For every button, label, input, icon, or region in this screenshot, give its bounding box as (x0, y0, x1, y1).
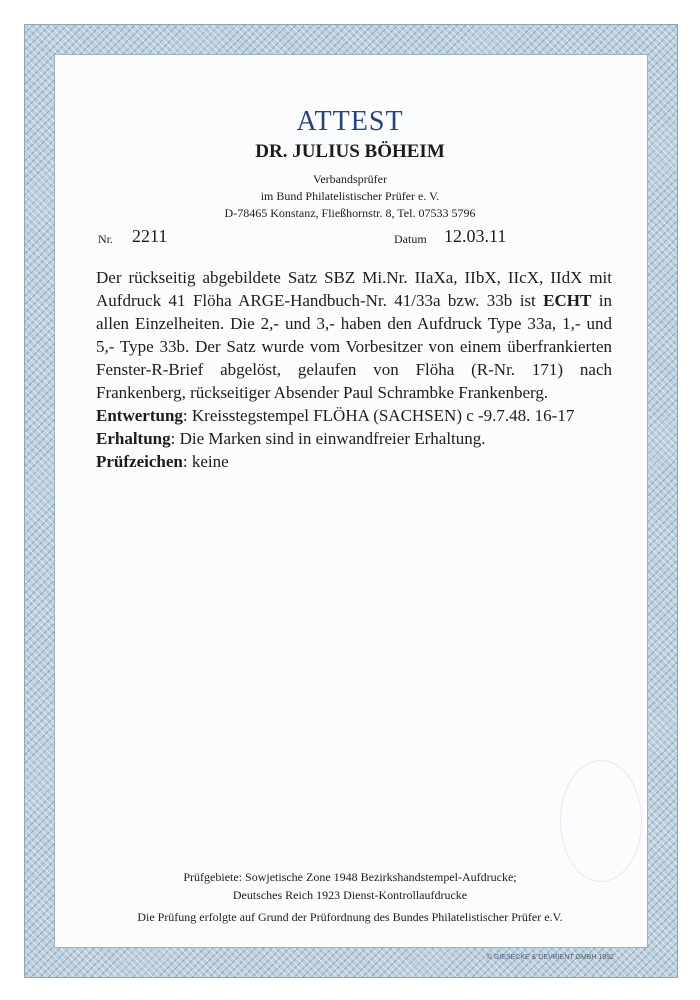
entwertung-line (96, 404, 612, 427)
faint-stamp-mark (560, 760, 642, 882)
entwertung-label: Entwertung (96, 406, 183, 425)
certificate-body (96, 266, 612, 473)
examiner-association: im Bund Philatelistischer Prüfer e. V. (260, 189, 440, 203)
examiner-address: D-78465 Konstanz, Fließhornstr. 8, Tel. 07533 5796 (224, 206, 476, 220)
description-part-b: in allen Einzelheiten. Die 2,- und 3,- haben den Aufdruck Type 33a, 1,- und 5,- Type 33b. Der Satz wurde vom Vorbesitzer von einem überfrankierten Fenster-R-Brief abgelöst, gelaufen von Flöha (R-Nr. 171) nach Frankenberg, rückseitiger Absender Paul Schrambke Frankenberg. (96, 291, 612, 402)
printer-imprint: © GIESECKE & DEVRIENT GMBH 1992 (486, 954, 614, 961)
erhaltung-label: Erhaltung (96, 429, 171, 448)
footer-scope-line-2: Deutsches Reich 1923 Dienst-Kontrollaufdrucke (232, 888, 468, 902)
echt-verdict: ECHT (543, 291, 592, 310)
nr-value: 2211 (132, 226, 168, 246)
examiner-name: DR. JULIUS BÖHEIM (255, 141, 445, 162)
nr-label: Nr. (98, 232, 113, 246)
attest-title: ATTEST (296, 106, 404, 137)
examiner-role: Verbandsprüfer (313, 172, 387, 186)
description-paragraph (96, 266, 612, 404)
entwertung-text: : Kreisstegstempel FLÖHA (SACHSEN) c -9.7.48. 16-17 (182, 406, 575, 425)
erhaltung-line (96, 427, 612, 450)
pruefzeichen-label: Prüfzeichen (96, 452, 183, 471)
footer-scope-line-1: Prüfgebiete: Sowjetische Zone 1948 Bezirkshandstempel-Aufdrucke; (183, 870, 517, 884)
pruefzeichen-text: : keine (182, 452, 229, 471)
description-part-a: Der rückseitig abgebildete Satz SBZ Mi.Nr. IIaXa, IIbX, IIcX, IIdX mit Aufdruck 41 Flöha ARGE-Handbuch-Nr. 41/33a bzw. 33b ist (96, 268, 612, 310)
date-value: 12.03.11 (444, 226, 507, 246)
pruefzeichen-line (96, 450, 612, 473)
certificate-meta (96, 221, 596, 247)
date-label: Datum (394, 232, 427, 246)
erhaltung-text: : Die Marken sind in einwandfreier Erhaltung. (170, 429, 486, 448)
footer-regulation-note: Die Prüfung erfolgte auf Grund der Prüfordnung des Bundes Philatelistischer Prüfer e.V. (137, 910, 563, 924)
